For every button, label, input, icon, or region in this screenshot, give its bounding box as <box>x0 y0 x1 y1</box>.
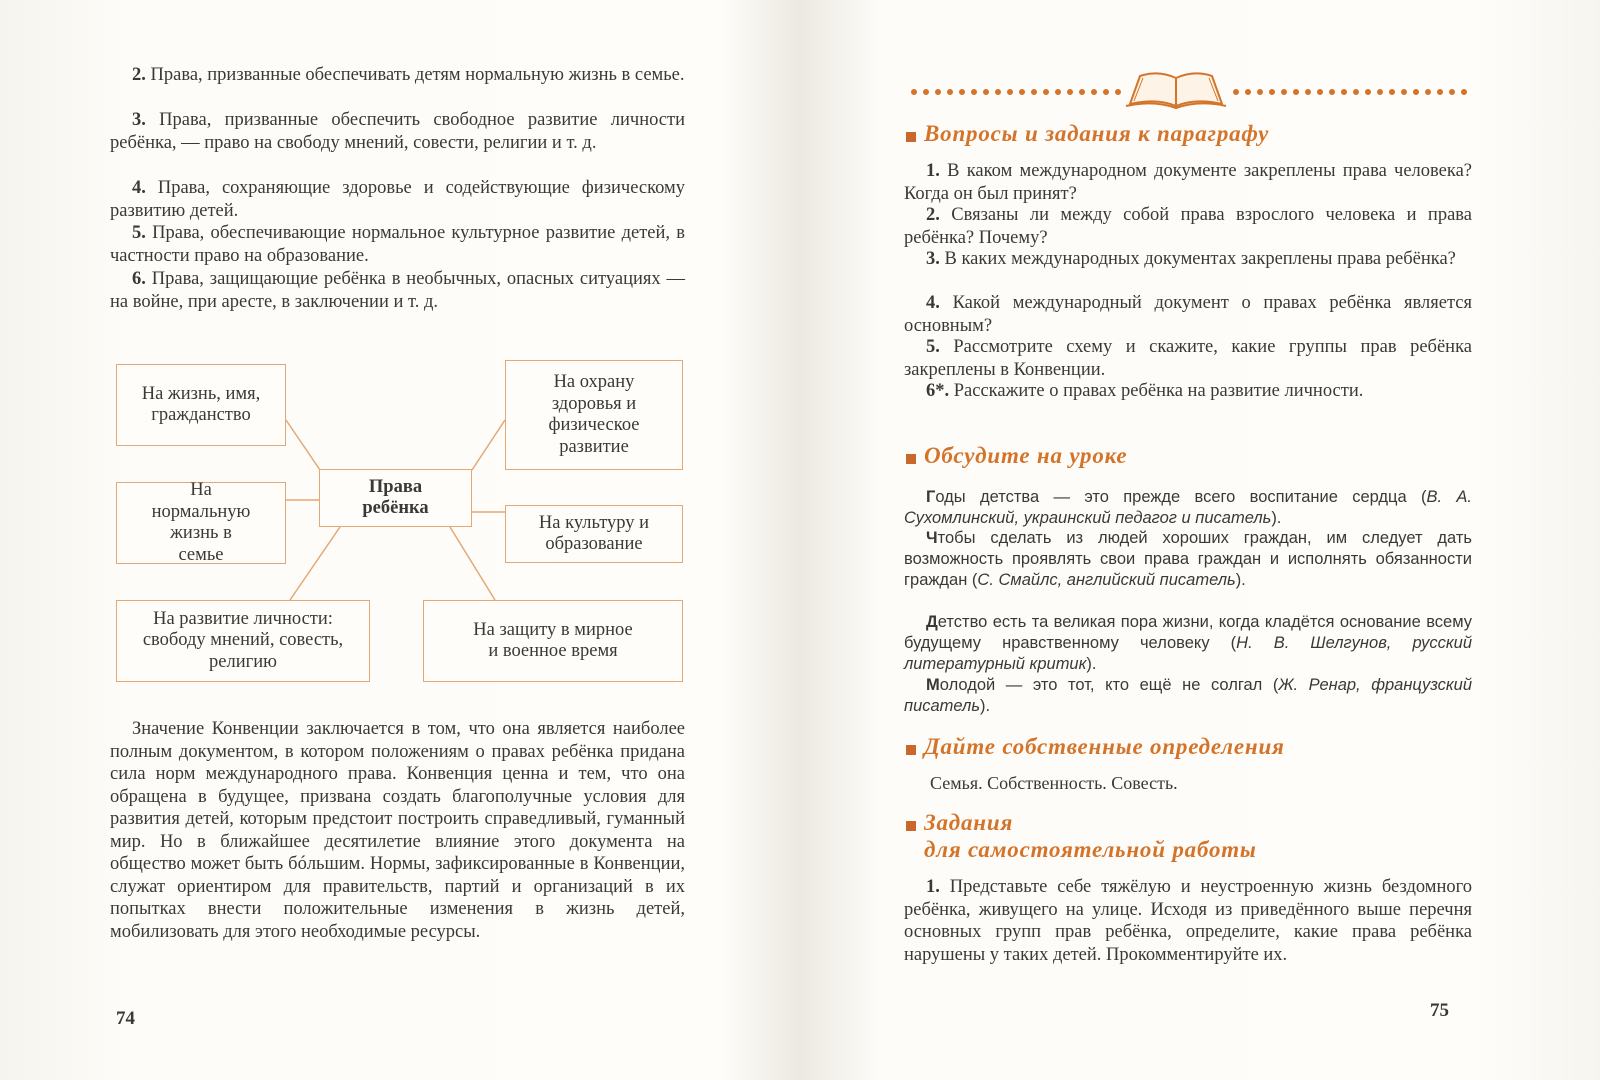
section-bullet <box>906 821 916 831</box>
question-5: 5. Рассмотрите схему и скажите, какие группы прав ребёнка закреплены в Конвенции. <box>904 337 1473 380</box>
section-bullet <box>906 132 916 142</box>
section-bullet <box>906 454 916 464</box>
definitions-terms: Семья. Собственность. Совесть. <box>930 773 1178 793</box>
diagram-node-personality: На развитие личности: свободу мнений, совесть, религию <box>116 600 370 682</box>
quote-2: Чтобы сделать из людей хороших граждан, им следует дать возможность проявлять свои права граждан и исполнять обязанности граждан (С. Смайлс, английский писатель). <box>904 529 1472 589</box>
page-number-left: 74 <box>116 1008 135 1029</box>
diagram-node-protection: На защиту в мирное и военное время <box>423 600 683 682</box>
definitions-heading: Дайте собственные определения <box>924 734 1285 759</box>
question-4: 4. Какой международный документ о правах ребёнка является основным? <box>904 293 1473 336</box>
diagram-connectors <box>0 0 800 700</box>
quote-1: Годы детства — это прежде всего воспитание сердца (В. А. Сухомлинский, украинский педагог и писатель). <box>904 488 1472 527</box>
diagram-center-node: Права ребёнка <box>319 469 472 527</box>
list-item-4: 4. Права, сохраняющие здоровье и содействующие физическому развитию детей. <box>110 178 685 221</box>
page-75 <box>800 0 1600 1080</box>
question-6: 6*. Расскажите о правах ребёнка на развитие личности. <box>926 381 1364 401</box>
discuss-heading: Обсудите на уроке <box>924 443 1128 468</box>
open-book-icon <box>908 66 1468 110</box>
question-2: 2. Связаны ли между собой права взрослого человека и права ребёнка? Почему? <box>904 205 1472 248</box>
list-item-6: 6. Права, защищающие ребёнка в необычных, опасных ситуациях — на войне, при аресте, в заключении и т. д. <box>110 269 686 312</box>
section-bullet <box>906 745 916 755</box>
diagram-node-family: На нормальную жизнь в семье <box>116 482 286 564</box>
page-number-right: 75 <box>1430 1000 1449 1021</box>
quote-3: Детство есть та великая пора жизни, когда кладётся основание всему будущему нравственному человеку (Н. В. Шелгунов, русский литературный критик). <box>904 613 1472 673</box>
list-item-2: 2. Права, призванные обеспечивать детям нормальную жизнь в семье. <box>132 65 685 85</box>
diagram-node-health: На охрану здоровья и физическое развитие <box>505 360 683 470</box>
tasks-heading-line1: Задания <box>924 810 1014 835</box>
convention-paragraph: Значение Конвенции заключается в том, что она является наиболее полным документом, в котором положениям о правах ребёнка придана сила норм международного права. Конвенция ценна и тем, что она обращена в будущее, призвана создать благополучные условия для развития детей, которым предстоит построить справедливый, гуманный мир. Но в ближайшее десятилетие влияние этого документа на общество может быть бóльшим. Нормы, зафиксированные в Конвенции, служат ориентиром для правительств, партий и организаций в их попытках внести положительные изменения в жизнь детей, мобилизовать для этого необходимые ресурсы. <box>110 719 685 942</box>
question-3: 3. В каких международных документах закреплены права ребёнка? <box>926 249 1456 269</box>
diagram-node-culture: На культуру и образование <box>505 505 683 563</box>
diagram-node-life: На жизнь, имя, гражданство <box>116 364 286 446</box>
question-1: 1. В каком международном документе закреплены права человека? Когда он был принят? <box>904 161 1473 204</box>
list-item-5: 5. Права, обеспечивающие нормальное культурное развитие детей, в частности право на образование. <box>110 223 686 266</box>
task-1: 1. Представьте себе тяжёлую и неустроенную жизнь бездомного ребёнка, живущего на улице. Исходя из приведённого выше перечня основных групп прав ребёнка, определите, какие права ребёнка нарушены у таких детей. Прокомментируйте их. <box>904 877 1473 965</box>
quote-4: Молодой — это тот, кто ещё не солгал (Ж. Ренар, французский писатель). <box>904 676 1472 715</box>
tasks-heading-line2: для самостоятельной работы <box>924 837 1257 862</box>
questions-heading: Вопросы и задания к параграфу <box>924 121 1270 146</box>
list-item-3: 3. Права, призванные обеспечить свободное развитие личности ребёнка, — право на свободу мнений, совести, религии и т. д. <box>110 110 686 153</box>
